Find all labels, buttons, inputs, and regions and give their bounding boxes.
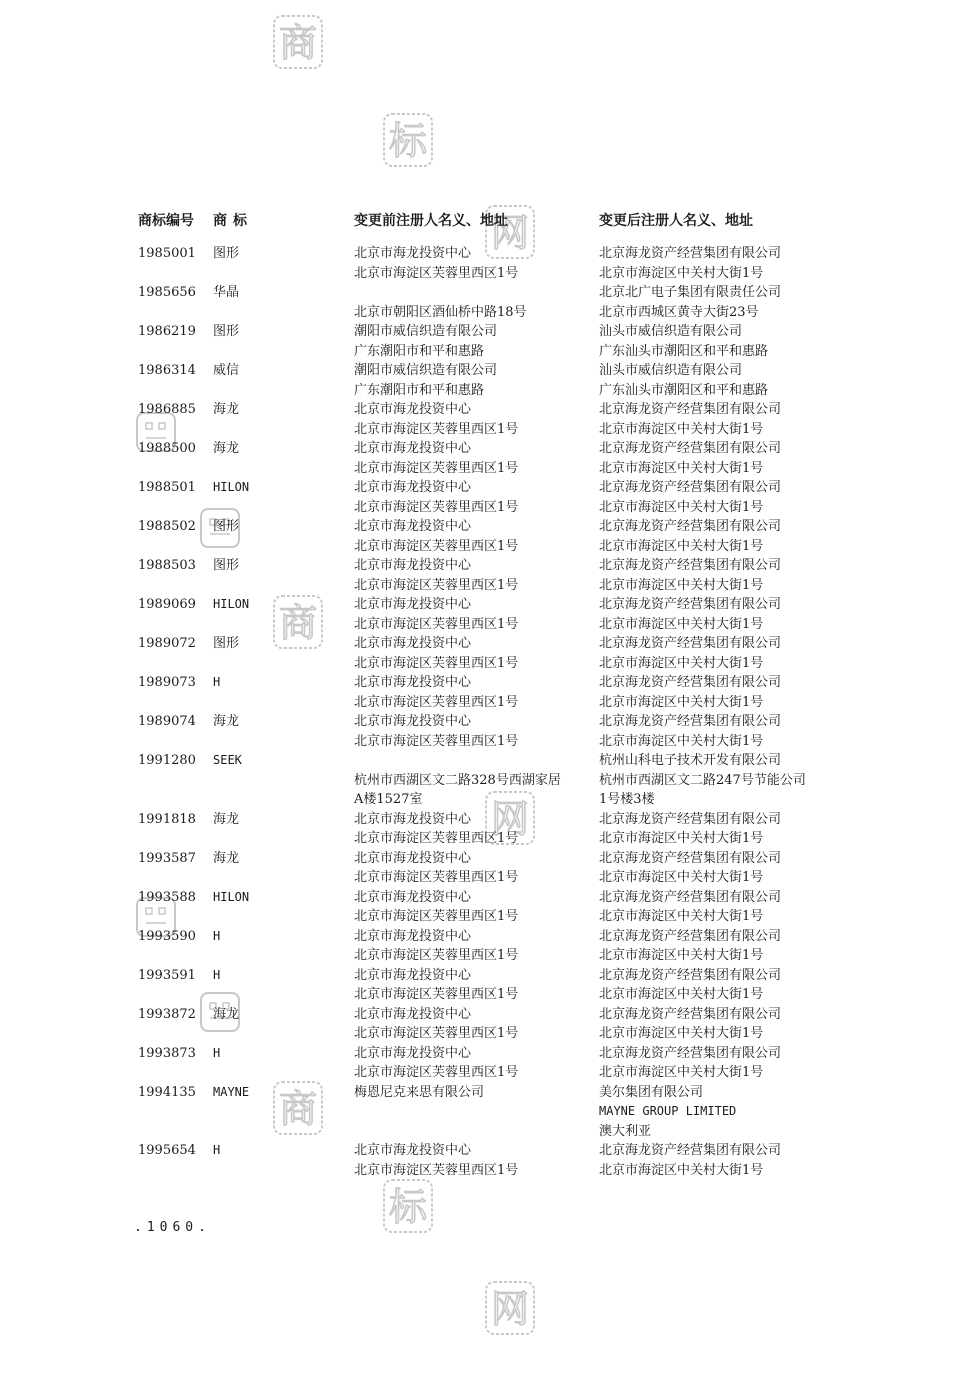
trademark-id: 1993873 xyxy=(138,1045,196,1061)
registrant-before xyxy=(354,1083,594,1103)
registrant-after-line: 北京市海淀区中关村大街1号 xyxy=(599,655,764,671)
registrant-before xyxy=(354,712,594,751)
registrant-before xyxy=(354,439,594,478)
registrant-after-line: 北京海龙资产经营集团有限公司 xyxy=(599,1143,782,1158)
registrant-before xyxy=(354,283,594,322)
table-row xyxy=(0,556,980,595)
svg-text:网: 网 xyxy=(490,797,530,841)
trademark-name: 图形 xyxy=(213,519,240,534)
registrant-before-line: 北京市海淀区芙蓉里西区1号 xyxy=(354,655,519,671)
trademark-id: 1988501 xyxy=(138,480,196,495)
registrant-after-line: 北京市海淀区中关村大街1号 xyxy=(599,831,764,846)
table-row xyxy=(0,712,980,751)
registrant-after xyxy=(599,849,839,888)
registrant-before xyxy=(354,888,594,927)
table-row xyxy=(0,361,980,400)
registrant-after-line: 北京市海淀区中关村大街1号 xyxy=(599,733,764,749)
trademark-name: H xyxy=(213,1143,221,1157)
registrant-before-line: 北京市海淀区芙蓉里西区1号 xyxy=(354,421,519,437)
registrant-after xyxy=(599,1141,839,1180)
registrant-after xyxy=(599,634,839,673)
trademark-name: HILON xyxy=(213,597,250,611)
trademark-id: 1988500 xyxy=(138,441,196,456)
registrant-after xyxy=(599,1005,839,1044)
registrant-after xyxy=(599,244,839,283)
registrant-before-line: 北京市海龙投资中心 xyxy=(354,675,472,690)
registrant-before xyxy=(354,1044,594,1083)
registrant-after-line: 北京海龙资产经营集团有限公司 xyxy=(599,1006,782,1022)
svg-text:商: 商 xyxy=(278,1087,318,1131)
registrant-before-line: 北京市朝阳区酒仙桥中路18号 xyxy=(354,304,527,320)
registrant-after xyxy=(599,322,839,361)
trademark-name: HILON xyxy=(213,480,250,494)
registrant-before-line: 北京市海龙投资中心 xyxy=(354,967,472,983)
registrant-after xyxy=(599,1083,839,1142)
table-row xyxy=(0,673,980,712)
registrant-after xyxy=(599,673,839,712)
registrant-before xyxy=(354,322,594,361)
registrant-after-line: 北京市海淀区中关村大街1号 xyxy=(599,870,764,885)
registrant-after-line: 北京市海淀区中关村大街1号 xyxy=(599,948,764,963)
registrant-after-line: 北京市海淀区中关村大街1号 xyxy=(599,987,764,1002)
trademark-id: 1991818 xyxy=(138,811,196,827)
table-header xyxy=(0,210,980,234)
table-row xyxy=(0,283,980,322)
registrant-before-line: 北京市海龙投资中心 xyxy=(354,636,472,651)
registrant-before-line: 潮阳市威信织造有限公司 xyxy=(354,324,498,339)
table-row xyxy=(0,244,980,283)
registrant-after-line: 北京海龙资产经营集团有限公司 xyxy=(599,402,782,417)
registrant-before-line: 北京市海淀区芙蓉里西区1号 xyxy=(354,1065,519,1080)
trademark-name: 图形 xyxy=(213,246,240,261)
registrant-after-line: 北京北广电子集团有限责任公司 xyxy=(599,285,782,300)
registrant-after xyxy=(599,478,839,517)
registrant-after-line: 北京市海淀区中关村大街1号 xyxy=(599,460,764,476)
registrant-before xyxy=(354,361,594,400)
registrant-before-line: 北京市海龙投资中心 xyxy=(354,402,472,417)
registrant-after xyxy=(599,517,839,556)
registrant-after-line: 北京海龙资产经营集团有限公司 xyxy=(599,480,782,495)
table-row xyxy=(0,1141,980,1180)
trademark-name: 海龙 xyxy=(213,1006,240,1022)
table-row xyxy=(0,400,980,439)
registrant-before-line: 北京市海淀区芙蓉里西区1号 xyxy=(354,870,519,885)
registrant-before-line: 北京市海龙投资中心 xyxy=(354,928,472,944)
registrant-after-line: 北京海龙资产经营集团有限公司 xyxy=(599,889,782,905)
trademark-name: 华晶 xyxy=(213,285,240,300)
trademark-name: SEEK xyxy=(213,753,242,767)
registrant-after-line: 杭州山科电子技术开发有限公司 xyxy=(599,753,782,768)
trademark-id: 1993872 xyxy=(138,1006,196,1022)
trademark-table xyxy=(0,244,980,1180)
registrant-after xyxy=(599,439,839,478)
registrant-after-line: 广东汕头市潮阳区和平和惠路 xyxy=(599,343,769,359)
registrant-before xyxy=(354,556,594,595)
trademark-name: 海龙 xyxy=(213,402,240,417)
registrant-after-line: 北京海龙资产经营集团有限公司 xyxy=(599,928,782,944)
registrant-before xyxy=(354,673,594,712)
registrant-before-line: 北京市海淀区芙蓉里西区1号 xyxy=(354,616,519,632)
registrant-before-line: 北京市海龙投资中心 xyxy=(354,441,472,456)
table-row xyxy=(0,849,980,888)
registrant-after-line: 北京海龙资产经营集团有限公司 xyxy=(599,441,782,456)
trademark-name: H xyxy=(213,967,221,982)
trademark-id: 1995654 xyxy=(138,1143,196,1158)
registrant-after-line: 北京市海淀区中关村大街1号 xyxy=(599,499,764,515)
page-number: .1060. xyxy=(134,1220,211,1235)
trademark-name: 图形 xyxy=(213,636,240,651)
header-before: 变更前注册人名义、地址 xyxy=(354,213,508,229)
watermark-stamp-icon xyxy=(484,1280,536,1336)
trademark-id: 1988503 xyxy=(138,558,196,573)
registrant-after-line: 北京海龙资产经营集团有限公司 xyxy=(599,558,782,573)
registrant-before-line: 潮阳市威信织造有限公司 xyxy=(354,363,498,378)
table-row xyxy=(0,888,980,927)
registrant-after-line: 美尔集团有限公司 xyxy=(599,1084,704,1100)
registrant-before-line: 北京市海淀区芙蓉里西区1号 xyxy=(354,733,519,749)
trademark-id: 1986219 xyxy=(138,324,196,339)
registrant-after xyxy=(599,810,839,849)
registrant-before xyxy=(354,634,594,673)
trademark-id: 1986885 xyxy=(138,402,196,417)
registrant-before-line: 北京市海龙投资中心 xyxy=(354,1045,472,1061)
registrant-after xyxy=(599,888,839,927)
header-id: 商标编号 xyxy=(138,213,194,229)
registrant-before xyxy=(354,1141,594,1180)
trademark-name: H xyxy=(213,675,221,689)
trademark-name: 威信 xyxy=(213,363,240,378)
header-mark: 商 标 xyxy=(213,213,247,229)
registrant-before-line: 北京市海淀区芙蓉里西区1号 xyxy=(354,909,519,924)
table-row xyxy=(0,1083,980,1142)
svg-text:网: 网 xyxy=(490,1287,530,1331)
trademark-name: 海龙 xyxy=(213,714,240,729)
header-after: 变更后注册人名义、地址 xyxy=(599,213,753,229)
registrant-after-line: 杭州市西湖区文二路247号节能公司 xyxy=(599,772,806,788)
registrant-before xyxy=(354,595,594,634)
registrant-after-line: 北京市海淀区中关村大街1号 xyxy=(599,1162,764,1178)
svg-text:商: 商 xyxy=(278,21,318,65)
trademark-name: H xyxy=(213,928,221,943)
registrant-before-line: 北京市海龙投资中心 xyxy=(354,889,472,905)
registrant-after-line: 北京市海淀区中关村大街1号 xyxy=(599,538,764,554)
trademark-name: MAYNE xyxy=(213,1084,250,1099)
trademark-name: 海龙 xyxy=(213,850,240,866)
registrant-after xyxy=(599,283,839,322)
registrant-after-line: 北京市西城区黄寺大街23号 xyxy=(599,304,759,320)
registrant-before xyxy=(354,966,594,1005)
registrant-after xyxy=(599,927,839,966)
trademark-id: 1991280 xyxy=(138,753,196,768)
registrant-before-line: 北京市海龙投资中心 xyxy=(354,597,472,612)
registrant-before-line: 北京市海淀区芙蓉里西区1号 xyxy=(354,538,519,554)
registrant-after-line: 北京海龙资产经营集团有限公司 xyxy=(599,850,782,866)
trademark-name: 海龙 xyxy=(213,441,240,456)
registrant-before xyxy=(354,478,594,517)
watermark-stamp-icon xyxy=(272,14,324,70)
trademark-id: 1993587 xyxy=(138,850,196,866)
registrant-before-line: 杭州市西湖区文二路328号西湖家居 xyxy=(354,772,561,788)
watermark-stamp-icon xyxy=(382,112,434,168)
registrant-after-line: 北京海龙资产经营集团有限公司 xyxy=(599,967,782,983)
table-row xyxy=(0,322,980,361)
registrant-after xyxy=(599,400,839,439)
registrant-before-line: 北京市海淀区芙蓉里西区1号 xyxy=(354,265,519,281)
table-row xyxy=(0,1044,980,1083)
trademark-id: 1989073 xyxy=(138,675,196,690)
trademark-name: 图形 xyxy=(213,324,240,339)
trademark-id: 1993591 xyxy=(138,967,196,983)
trademark-name: 海龙 xyxy=(213,811,240,827)
svg-text:标: 标 xyxy=(388,119,428,163)
registrant-before-line: 北京市海龙投资中心 xyxy=(354,1143,472,1158)
trademark-id: 1985001 xyxy=(138,246,196,261)
registrant-after-line: 北京市海淀区中关村大街1号 xyxy=(599,421,764,437)
svg-text:标: 标 xyxy=(388,1185,428,1229)
registrant-after-line: 澳大利亚 xyxy=(599,1123,652,1139)
trademark-id: 1985656 xyxy=(138,285,196,300)
registrant-after-line: 北京海龙资产经营集团有限公司 xyxy=(599,246,782,261)
registrant-after-line: 北京海龙资产经营集团有限公司 xyxy=(599,675,782,690)
watermark-stamp-icon xyxy=(382,1178,434,1234)
registrant-after xyxy=(599,556,839,595)
registrant-after-line: 北京海龙资产经营集团有限公司 xyxy=(599,714,782,729)
table-row xyxy=(0,1005,980,1044)
registrant-before-line: 北京市海龙投资中心 xyxy=(354,519,472,534)
registrant-after-line: 汕头市威信织造有限公司 xyxy=(599,324,743,339)
registrant-after xyxy=(599,712,839,751)
registrant-after-line: 北京市海淀区中关村大街1号 xyxy=(599,265,764,281)
registrant-before-line: 北京市海淀区芙蓉里西区1号 xyxy=(354,460,519,476)
registrant-before-line: A楼1527室 xyxy=(354,792,423,807)
table-row xyxy=(0,517,980,556)
registrant-before-line: 北京市海龙投资中心 xyxy=(354,558,472,573)
registrant-before-line xyxy=(354,751,594,771)
registrant-before xyxy=(354,400,594,439)
registrant-after-line: 北京海龙资产经营集团有限公司 xyxy=(599,519,782,534)
registrant-after-line: 北京市海淀区中关村大街1号 xyxy=(599,1026,764,1041)
table-row xyxy=(0,810,980,849)
registrant-before-line: 北京市海淀区芙蓉里西区1号 xyxy=(354,987,519,1002)
registrant-before-line: 北京市海淀区芙蓉里西区1号 xyxy=(354,499,519,515)
registrant-before xyxy=(354,849,594,888)
trademark-id: 1989074 xyxy=(138,714,196,729)
trademark-id: 1989069 xyxy=(138,597,196,612)
table-row xyxy=(0,634,980,673)
registrant-before-line: 北京市海龙投资中心 xyxy=(354,850,472,866)
registrant-after-line: 北京海龙资产经营集团有限公司 xyxy=(599,636,782,651)
registrant-after-line: 1号楼3楼 xyxy=(599,792,655,807)
table-row xyxy=(0,439,980,478)
registrant-after-line: MAYNE GROUP LIMITED xyxy=(599,1104,737,1118)
trademark-id: 1986314 xyxy=(138,363,196,378)
registrant-before-line: 北京市海淀区芙蓉里西区1号 xyxy=(354,831,519,846)
registrant-before-line: 北京市海淀区芙蓉里西区1号 xyxy=(354,694,519,710)
registrant-after xyxy=(599,966,839,1005)
registrant-before xyxy=(354,517,594,556)
trademark-name: 图形 xyxy=(213,558,240,573)
registrant-after-line: 北京市海淀区中关村大街1号 xyxy=(599,694,764,710)
registrant-before-line: 广东潮阳市和平和惠路 xyxy=(354,382,485,398)
registrant-before-line: 北京市海淀区芙蓉里西区1号 xyxy=(354,1162,519,1178)
trademark-name: H xyxy=(213,1045,221,1060)
registrant-after-line: 北京海龙资产经营集团有限公司 xyxy=(599,597,782,612)
registrant-before-line: 北京市海龙投资中心 xyxy=(354,246,472,261)
registrant-before xyxy=(354,1005,594,1044)
registrant-after-line: 汕头市威信织造有限公司 xyxy=(599,363,743,378)
registrant-before-line: 北京市海淀区芙蓉里西区1号 xyxy=(354,1026,519,1041)
registrant-before xyxy=(354,927,594,966)
registrant-after-line: 北京市海淀区中关村大街1号 xyxy=(599,1065,764,1080)
svg-text:商: 商 xyxy=(278,601,318,645)
trademark-id: 1993588 xyxy=(138,889,196,905)
table-row xyxy=(0,595,980,634)
registrant-after-line: 北京市海淀区中关村大街1号 xyxy=(599,909,764,924)
registrant-after xyxy=(599,361,839,400)
registrant-before xyxy=(354,810,594,849)
trademark-id: 1994135 xyxy=(138,1084,196,1100)
trademark-id: 1989072 xyxy=(138,636,196,651)
registrant-before-line: 北京市海龙投资中心 xyxy=(354,714,472,729)
registrant-after-line: 北京海龙资产经营集团有限公司 xyxy=(599,811,782,827)
registrant-before-line: 广东潮阳市和平和惠路 xyxy=(354,343,485,359)
table-row xyxy=(0,478,980,517)
trademark-id: 1993590 xyxy=(138,928,196,944)
registrant-before-line: 北京市海淀区芙蓉里西区1号 xyxy=(354,577,519,593)
registrant-after-line: 广东汕头市潮阳区和平和惠路 xyxy=(599,382,769,398)
registrant-before xyxy=(354,244,594,283)
registrant-before-line: 北京市海龙投资中心 xyxy=(354,811,472,827)
registrant-before-line xyxy=(354,283,594,303)
trademark-name: HILON xyxy=(213,889,250,904)
table-row xyxy=(0,751,980,810)
registrant-after-line: 北京市海淀区中关村大街1号 xyxy=(599,616,764,632)
registrant-after-line: 北京市海淀区中关村大街1号 xyxy=(599,577,764,593)
svg-text:网: 网 xyxy=(490,211,530,255)
registrant-before-line: 北京市海龙投资中心 xyxy=(354,1006,472,1022)
registrant-before-line: 北京市海淀区芙蓉里西区1号 xyxy=(354,948,519,963)
registrant-after xyxy=(599,595,839,634)
registrant-before xyxy=(354,751,594,810)
registrant-before-line: 北京市海龙投资中心 xyxy=(354,480,472,495)
registrant-before-line: 梅恩尼克来思有限公司 xyxy=(354,1084,485,1100)
registrant-after xyxy=(599,1044,839,1083)
registrant-after-line: 北京海龙资产经营集团有限公司 xyxy=(599,1045,782,1061)
table-row xyxy=(0,927,980,966)
registrant-after xyxy=(599,751,839,810)
trademark-id: 1988502 xyxy=(138,519,196,534)
table-row xyxy=(0,966,980,1005)
